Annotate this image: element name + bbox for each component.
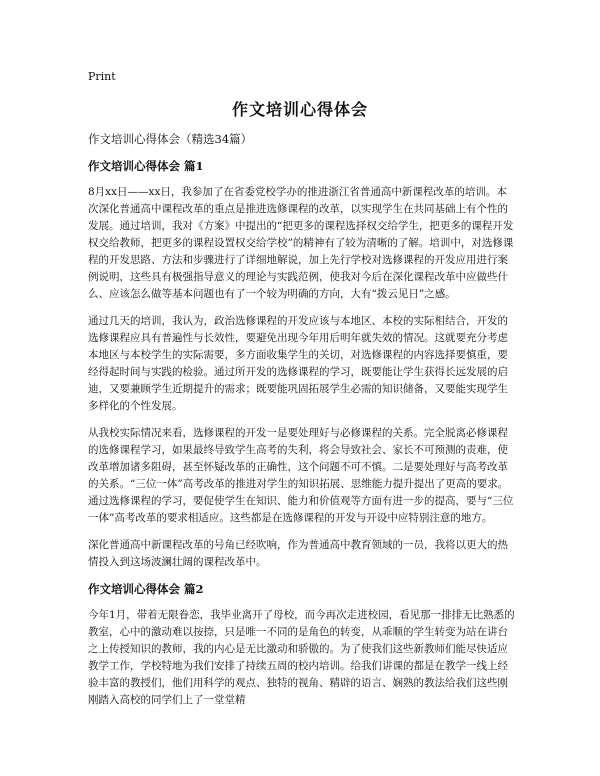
section-2 [88,581,516,709]
paragraph: 从我校实际情况来看，选修课程的开发一是要处理好与必修课程的关系。完全脱离必修课程的选修课程学习，如果最终导致学生高考的失利，将会导致社会、家长不可预测的责难，使改革增加诸多阻碍，甚至怀疑改革的正确性，这个问题不可不慎。二是要处理好与高考改革的关系。“三位一体”高考改革的推进对学生的知识拓展、思维能力提升提出了更高的要求。通过选修课程的学习，要促使学生在知识、能力和价值观等方面有进一步的提高，要与“三位一体”高考改革的要求相适应。这些都是在选修课程的开发与开设中应特别注意的地方。 [88,427,514,524]
print-label: Print [88,70,116,83]
page-title: 作文培训心得体会 [231,100,368,119]
paragraph: 8月xx日——xx日，我参加了在省委党校学办的推进浙江省普通高中新课程改革的培训。本次深化普通高中课程改革的重点是推进选修课程的改革，以实现学生在共同基础上有个性的发展。通过培训，我对《方案》中提出的“把更多的课程选择权交给学生，把更多的课程开发权交给教师，把更多的课程设置权交给学校”的精神有了较为清晰的了解。培训中，对选修课程的开发思路、方法和步骤进行了详细地解说，加上先行学校对选修课程的开发应用进行案例说明，这些具有极强指导意义的理论与实践范例，使我对今后在深化课程改革中应做些什么、应该怎么做等基本问题也有了一个较为明确的方向，大有“拨云见日”之感。 [88,186,514,300]
paragraph: 今年1月，带着无限眷恋，我毕业离开了母校，而今再次走进校园，看见那一排排无比熟悉的教室，心中的激动难以按捺，只是唯一不同的是角色的转变，从乖顺的学生转变为站在讲台之上传授知识的教师，我的内心是无比激动和骄傲的。为了使我们这些新教师们能尽快适应教学工作，学校特地为我们安排了持续五周的校内培训。给我们讲课的都是在教学一线上经验丰富的教授们，他们用科学的观点、独特的视角、精辟的语言、娴熟的教法给我们这些刚刚踏入高校的同学们上了一堂堂精 [88,609,515,706]
document-subtitle: 作文培训心得体会（精选34篇） [88,132,253,146]
paragraph: 通过几天的培训，我认为，政治选修课程的开发应该与本地区、本校的实际相结合，开发的选修课程应具有普遍性与长效性，要避免出现今年用后明年就失效的情况。这就要充分考虑本地区与本校学生的实际需要，多方面收集学生的关切，对选修课程的内容选择要慎重，要经得起时间与实践的检验。通过所开发的选修课程的学习，既要能让学生获得长远发展的启迪，又要兼顾学生近期提升的需求；既要能巩固拓展学生必需的知识储备，又要能实现学生多样化的个性发展。 [88,315,508,412]
section-heading: 作文培训心得体会 篇1 [88,159,204,173]
section-1 [88,158,516,571]
section-heading: 作文培训心得体会 篇2 [88,582,204,596]
paragraph: 深化普通高中新课程改革的号角已经吹响，作为普通高中教育领域的一员，我将以更大的热情投入到这场波澜壮阔的课程改革中。 [88,539,508,568]
document-body [88,158,516,719]
